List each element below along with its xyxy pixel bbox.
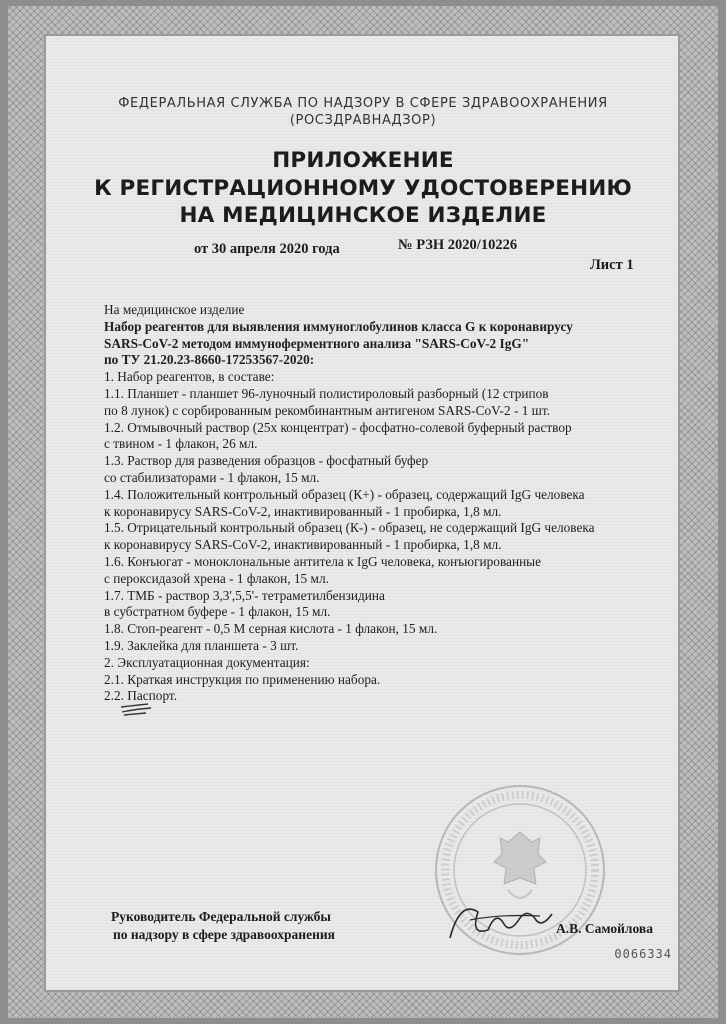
composition-line: 2. Эксплуатационная документация: (104, 654, 310, 670)
signatory-name: А.В. Самойлова (556, 921, 653, 936)
composition-line: с пероксидазой хрена - 1 флакон, 15 мл. (104, 570, 329, 586)
composition-line: 1. Набор реагентов, в составе: (104, 369, 275, 385)
title-line-1: ПРИЛОЖЕНИЕ (272, 148, 454, 173)
composition-line: с твином - 1 флакон, 26 мл. (104, 436, 258, 452)
composition-line: 1.7. ТМБ - раствор 3,3',5,5'- тетраметилбензидина (104, 587, 385, 603)
registration-date: от 30 апреля 2020 года (194, 241, 340, 257)
title-line-3: НА МЕДИЦИНСКОЕ ИЗДЕЛИЕ (179, 203, 547, 228)
signature-scribble (440, 890, 560, 950)
composition-line: 1.4. Положительный контрольный образец (К+) - образец, содержащий IgG человека (104, 486, 585, 502)
composition-line: 1.6. Конъюгат - моноклональные антитела к IgG человека, конъюгированные (104, 553, 542, 569)
composition-line: по 8 лунок) с сорбированным рекомбинантным антигеном SARS-CoV-2 - 1 шт. (104, 402, 551, 418)
end-mark-scribble (118, 700, 158, 720)
sheet-number: Лист 1 (590, 257, 634, 273)
composition-line: 1.3. Раствор для разведения образцов - фосфатный буфер (104, 453, 429, 469)
product-name-line: Набор реагентов для выявления иммуноглобулинов класса G к коронавирусу (104, 318, 573, 334)
composition-line: 1.5. Отрицательный контрольный образец (К-) - образец, не содержащий IgG человека (104, 520, 595, 536)
title-line-2: К РЕГИСТРАЦИОННОМУ УДОСТОВЕРЕНИЮ (94, 176, 632, 201)
product-name (104, 319, 664, 369)
composition-line: 1.9. Заклейка для планшета - 3 шт. (104, 637, 299, 653)
product-name-line: SARS-CoV-2 методом иммуноферментного анализа "SARS-CoV-2 IgG" (104, 335, 530, 351)
agency-name: ФЕДЕРАЛЬНАЯ СЛУЖБА ПО НАДЗОРУ В СФЕРЕ ЗДРАВООХРАНЕНИЯ (118, 96, 608, 111)
form-serial-number: 0066334 (614, 947, 672, 961)
composition-line: 2.2. Паспорт. (104, 688, 178, 704)
composition-list (104, 369, 664, 705)
composition-line: в субстратном буфере - 1 флакон, 15 мл. (104, 604, 331, 620)
composition-line: 1.2. Отмывочный раствор (25х концентрат) - фосфатно-солевой буферный раствор (104, 419, 572, 435)
document-body (104, 302, 664, 705)
composition-line: 2.1. Краткая инструкция по применению набора. (104, 671, 381, 687)
agency-abbreviation: (РОСЗДРАВНАДЗОР) (289, 113, 437, 128)
composition-line: со стабилизаторами - 1 флакон, 15 мл. (104, 469, 320, 485)
registration-number: № РЗН 2020/10226 (398, 237, 518, 253)
composition-line: к коронавирусу SARS-CoV-2, инактивированный - 1 пробирка, 1,8 мл. (104, 537, 502, 553)
signatory-position-line-1: Руководитель Федеральной службы (111, 909, 331, 924)
composition-line: 1.8. Стоп-реагент - 0,5 М серная кислота - 1 флакон, 15 мл. (104, 621, 438, 637)
product-name-line: по ТУ 21.20.23-8660-17253567-2020: (104, 352, 315, 368)
composition-line: 1.1. Планшет - планшет 96-луночный полистироловый разборный (12 стрипов (104, 385, 549, 401)
signatory-position-line-2: по надзору в сфере здравоохранения (113, 927, 335, 942)
intro-text: На медицинское изделие (104, 302, 245, 317)
composition-line: к коронавирусу SARS-CoV-2, инактивированный - 1 пробирка, 1,8 мл. (104, 503, 502, 519)
